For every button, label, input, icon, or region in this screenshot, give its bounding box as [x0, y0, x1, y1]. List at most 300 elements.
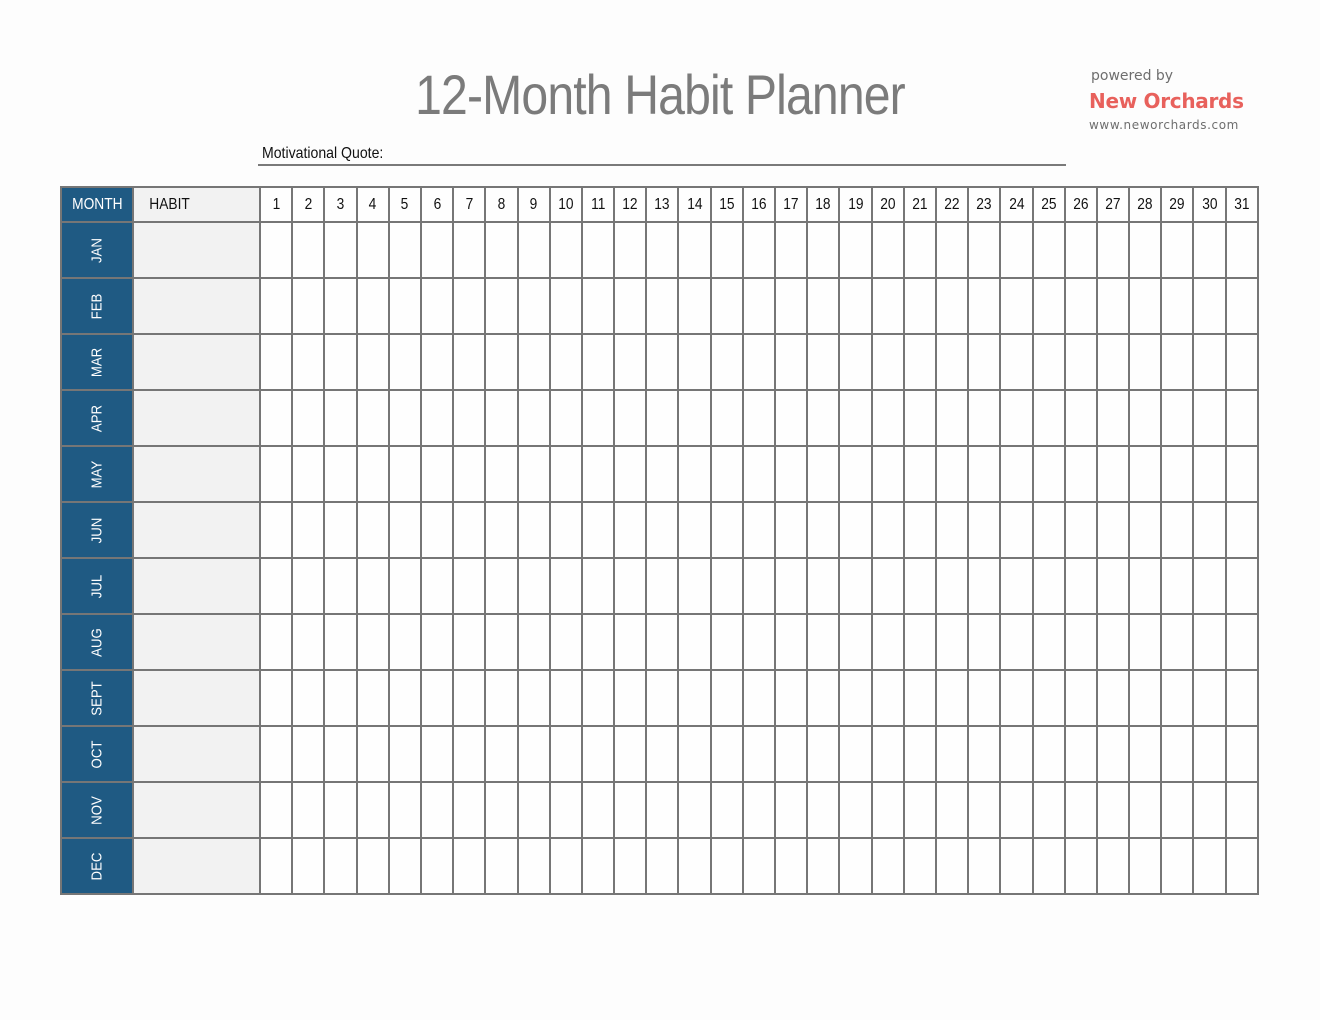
day-checkbox-cell[interactable] [614, 670, 646, 726]
day-checkbox-cell[interactable] [260, 614, 292, 670]
day-checkbox-cell[interactable] [839, 782, 871, 838]
day-checkbox-cell[interactable] [839, 670, 871, 726]
day-checkbox-cell[interactable] [968, 222, 1000, 278]
habit-cell[interactable] [133, 278, 260, 334]
day-checkbox-cell[interactable] [968, 670, 1000, 726]
day-checkbox-cell[interactable] [839, 278, 871, 334]
day-checkbox-cell[interactable] [550, 838, 582, 894]
day-checkbox-cell[interactable] [357, 726, 389, 782]
day-checkbox-cell[interactable] [807, 670, 839, 726]
day-checkbox-cell[interactable] [518, 726, 550, 782]
day-checkbox-cell[interactable] [614, 782, 646, 838]
day-checkbox-cell[interactable] [1000, 446, 1032, 502]
day-checkbox-cell[interactable] [550, 446, 582, 502]
day-checkbox-cell[interactable] [1226, 558, 1258, 614]
day-checkbox-cell[interactable] [872, 670, 904, 726]
day-checkbox-cell[interactable] [389, 838, 421, 894]
day-checkbox-cell[interactable] [1161, 278, 1193, 334]
day-checkbox-cell[interactable] [518, 614, 550, 670]
day-checkbox-cell[interactable] [839, 726, 871, 782]
day-checkbox-cell[interactable] [1065, 614, 1097, 670]
day-checkbox-cell[interactable] [1097, 278, 1129, 334]
day-checkbox-cell[interactable] [1193, 222, 1225, 278]
day-checkbox-cell[interactable] [421, 838, 453, 894]
day-checkbox-cell[interactable] [807, 222, 839, 278]
day-checkbox-cell[interactable] [1097, 614, 1129, 670]
day-checkbox-cell[interactable] [807, 614, 839, 670]
day-checkbox-cell[interactable] [839, 334, 871, 390]
day-checkbox-cell[interactable] [485, 222, 517, 278]
day-checkbox-cell[interactable] [646, 222, 678, 278]
day-checkbox-cell[interactable] [1033, 726, 1065, 782]
habit-cell[interactable] [133, 726, 260, 782]
day-checkbox-cell[interactable] [711, 222, 743, 278]
day-checkbox-cell[interactable] [550, 614, 582, 670]
day-checkbox-cell[interactable] [485, 446, 517, 502]
day-checkbox-cell[interactable] [1033, 334, 1065, 390]
day-checkbox-cell[interactable] [711, 446, 743, 502]
day-checkbox-cell[interactable] [389, 502, 421, 558]
day-checkbox-cell[interactable] [711, 502, 743, 558]
day-checkbox-cell[interactable] [292, 614, 324, 670]
day-checkbox-cell[interactable] [518, 278, 550, 334]
day-checkbox-cell[interactable] [678, 390, 710, 446]
day-checkbox-cell[interactable] [389, 670, 421, 726]
day-checkbox-cell[interactable] [711, 838, 743, 894]
day-checkbox-cell[interactable] [1161, 390, 1193, 446]
day-checkbox-cell[interactable] [1226, 838, 1258, 894]
day-checkbox-cell[interactable] [1161, 782, 1193, 838]
day-checkbox-cell[interactable] [743, 334, 775, 390]
day-checkbox-cell[interactable] [260, 726, 292, 782]
day-checkbox-cell[interactable] [1226, 222, 1258, 278]
day-checkbox-cell[interactable] [872, 390, 904, 446]
day-checkbox-cell[interactable] [1097, 838, 1129, 894]
day-checkbox-cell[interactable] [357, 334, 389, 390]
day-checkbox-cell[interactable] [839, 390, 871, 446]
day-checkbox-cell[interactable] [1129, 670, 1161, 726]
day-checkbox-cell[interactable] [614, 278, 646, 334]
day-checkbox-cell[interactable] [1000, 558, 1032, 614]
habit-cell[interactable] [133, 670, 260, 726]
day-checkbox-cell[interactable] [389, 390, 421, 446]
day-checkbox-cell[interactable] [292, 502, 324, 558]
day-checkbox-cell[interactable] [260, 334, 292, 390]
day-checkbox-cell[interactable] [453, 670, 485, 726]
day-checkbox-cell[interactable] [839, 222, 871, 278]
day-checkbox-cell[interactable] [872, 446, 904, 502]
day-checkbox-cell[interactable] [743, 446, 775, 502]
day-checkbox-cell[interactable] [678, 782, 710, 838]
day-checkbox-cell[interactable] [678, 838, 710, 894]
day-checkbox-cell[interactable] [324, 838, 356, 894]
day-checkbox-cell[interactable] [421, 390, 453, 446]
day-checkbox-cell[interactable] [678, 278, 710, 334]
day-checkbox-cell[interactable] [1000, 334, 1032, 390]
day-checkbox-cell[interactable] [872, 726, 904, 782]
day-checkbox-cell[interactable] [646, 782, 678, 838]
day-checkbox-cell[interactable] [904, 614, 936, 670]
day-checkbox-cell[interactable] [1129, 726, 1161, 782]
day-checkbox-cell[interactable] [453, 390, 485, 446]
day-checkbox-cell[interactable] [1065, 558, 1097, 614]
day-checkbox-cell[interactable] [1193, 446, 1225, 502]
day-checkbox-cell[interactable] [872, 334, 904, 390]
day-checkbox-cell[interactable] [968, 726, 1000, 782]
day-checkbox-cell[interactable] [1000, 502, 1032, 558]
day-checkbox-cell[interactable] [1193, 670, 1225, 726]
day-checkbox-cell[interactable] [678, 726, 710, 782]
day-checkbox-cell[interactable] [1033, 670, 1065, 726]
day-checkbox-cell[interactable] [807, 390, 839, 446]
day-checkbox-cell[interactable] [936, 614, 968, 670]
day-checkbox-cell[interactable] [1226, 278, 1258, 334]
day-checkbox-cell[interactable] [743, 222, 775, 278]
day-checkbox-cell[interactable] [646, 334, 678, 390]
day-checkbox-cell[interactable] [1129, 614, 1161, 670]
day-checkbox-cell[interactable] [775, 726, 807, 782]
day-checkbox-cell[interactable] [1097, 334, 1129, 390]
day-checkbox-cell[interactable] [453, 726, 485, 782]
day-checkbox-cell[interactable] [936, 390, 968, 446]
day-checkbox-cell[interactable] [743, 726, 775, 782]
day-checkbox-cell[interactable] [485, 390, 517, 446]
day-checkbox-cell[interactable] [1097, 558, 1129, 614]
day-checkbox-cell[interactable] [389, 614, 421, 670]
day-checkbox-cell[interactable] [839, 838, 871, 894]
day-checkbox-cell[interactable] [324, 222, 356, 278]
day-checkbox-cell[interactable] [1097, 670, 1129, 726]
day-checkbox-cell[interactable] [614, 222, 646, 278]
day-checkbox-cell[interactable] [807, 726, 839, 782]
day-checkbox-cell[interactable] [775, 390, 807, 446]
day-checkbox-cell[interactable] [1129, 502, 1161, 558]
habit-cell[interactable] [133, 446, 260, 502]
day-checkbox-cell[interactable] [260, 502, 292, 558]
day-checkbox-cell[interactable] [1193, 334, 1225, 390]
day-checkbox-cell[interactable] [421, 278, 453, 334]
day-checkbox-cell[interactable] [1065, 670, 1097, 726]
day-checkbox-cell[interactable] [421, 446, 453, 502]
day-checkbox-cell[interactable] [904, 222, 936, 278]
day-checkbox-cell[interactable] [1065, 782, 1097, 838]
day-checkbox-cell[interactable] [292, 446, 324, 502]
day-checkbox-cell[interactable] [936, 222, 968, 278]
day-checkbox-cell[interactable] [1226, 390, 1258, 446]
day-checkbox-cell[interactable] [260, 446, 292, 502]
day-checkbox-cell[interactable] [582, 782, 614, 838]
day-checkbox-cell[interactable] [582, 558, 614, 614]
day-checkbox-cell[interactable] [324, 502, 356, 558]
day-checkbox-cell[interactable] [324, 726, 356, 782]
day-checkbox-cell[interactable] [936, 558, 968, 614]
day-checkbox-cell[interactable] [582, 838, 614, 894]
day-checkbox-cell[interactable] [1065, 222, 1097, 278]
day-checkbox-cell[interactable] [324, 390, 356, 446]
day-checkbox-cell[interactable] [582, 726, 614, 782]
day-checkbox-cell[interactable] [453, 334, 485, 390]
day-checkbox-cell[interactable] [1226, 334, 1258, 390]
day-checkbox-cell[interactable] [453, 278, 485, 334]
day-checkbox-cell[interactable] [968, 334, 1000, 390]
day-checkbox-cell[interactable] [550, 558, 582, 614]
day-checkbox-cell[interactable] [453, 502, 485, 558]
day-checkbox-cell[interactable] [614, 558, 646, 614]
day-checkbox-cell[interactable] [1161, 558, 1193, 614]
day-checkbox-cell[interactable] [646, 278, 678, 334]
day-checkbox-cell[interactable] [678, 670, 710, 726]
day-checkbox-cell[interactable] [389, 782, 421, 838]
day-checkbox-cell[interactable] [904, 390, 936, 446]
day-checkbox-cell[interactable] [389, 558, 421, 614]
day-checkbox-cell[interactable] [453, 222, 485, 278]
day-checkbox-cell[interactable] [646, 726, 678, 782]
day-checkbox-cell[interactable] [518, 502, 550, 558]
day-checkbox-cell[interactable] [292, 222, 324, 278]
day-checkbox-cell[interactable] [421, 670, 453, 726]
day-checkbox-cell[interactable] [518, 782, 550, 838]
day-checkbox-cell[interactable] [1000, 726, 1032, 782]
day-checkbox-cell[interactable] [1033, 278, 1065, 334]
day-checkbox-cell[interactable] [646, 446, 678, 502]
day-checkbox-cell[interactable] [646, 670, 678, 726]
day-checkbox-cell[interactable] [260, 782, 292, 838]
day-checkbox-cell[interactable] [550, 670, 582, 726]
day-checkbox-cell[interactable] [453, 446, 485, 502]
habit-cell[interactable] [133, 222, 260, 278]
day-checkbox-cell[interactable] [1226, 502, 1258, 558]
day-checkbox-cell[interactable] [711, 670, 743, 726]
day-checkbox-cell[interactable] [1097, 222, 1129, 278]
day-checkbox-cell[interactable] [1129, 278, 1161, 334]
day-checkbox-cell[interactable] [1226, 726, 1258, 782]
day-checkbox-cell[interactable] [485, 726, 517, 782]
day-checkbox-cell[interactable] [872, 502, 904, 558]
day-checkbox-cell[interactable] [518, 222, 550, 278]
day-checkbox-cell[interactable] [1129, 838, 1161, 894]
day-checkbox-cell[interactable] [936, 726, 968, 782]
day-checkbox-cell[interactable] [582, 614, 614, 670]
day-checkbox-cell[interactable] [968, 446, 1000, 502]
day-checkbox-cell[interactable] [678, 446, 710, 502]
day-checkbox-cell[interactable] [968, 502, 1000, 558]
day-checkbox-cell[interactable] [1129, 334, 1161, 390]
day-checkbox-cell[interactable] [485, 782, 517, 838]
day-checkbox-cell[interactable] [646, 390, 678, 446]
day-checkbox-cell[interactable] [807, 838, 839, 894]
day-checkbox-cell[interactable] [1097, 502, 1129, 558]
day-checkbox-cell[interactable] [807, 558, 839, 614]
day-checkbox-cell[interactable] [485, 334, 517, 390]
day-checkbox-cell[interactable] [1129, 782, 1161, 838]
day-checkbox-cell[interactable] [550, 726, 582, 782]
day-checkbox-cell[interactable] [260, 390, 292, 446]
day-checkbox-cell[interactable] [550, 222, 582, 278]
day-checkbox-cell[interactable] [1000, 838, 1032, 894]
day-checkbox-cell[interactable] [711, 614, 743, 670]
day-checkbox-cell[interactable] [1065, 446, 1097, 502]
day-checkbox-cell[interactable] [453, 782, 485, 838]
day-checkbox-cell[interactable] [550, 502, 582, 558]
day-checkbox-cell[interactable] [936, 670, 968, 726]
day-checkbox-cell[interactable] [807, 782, 839, 838]
day-checkbox-cell[interactable] [839, 558, 871, 614]
day-checkbox-cell[interactable] [614, 726, 646, 782]
day-checkbox-cell[interactable] [518, 446, 550, 502]
day-checkbox-cell[interactable] [324, 782, 356, 838]
day-checkbox-cell[interactable] [904, 446, 936, 502]
day-checkbox-cell[interactable] [485, 614, 517, 670]
day-checkbox-cell[interactable] [1033, 614, 1065, 670]
day-checkbox-cell[interactable] [1033, 502, 1065, 558]
day-checkbox-cell[interactable] [421, 334, 453, 390]
day-checkbox-cell[interactable] [968, 782, 1000, 838]
day-checkbox-cell[interactable] [389, 726, 421, 782]
day-checkbox-cell[interactable] [357, 502, 389, 558]
day-checkbox-cell[interactable] [678, 222, 710, 278]
day-checkbox-cell[interactable] [711, 558, 743, 614]
day-checkbox-cell[interactable] [646, 502, 678, 558]
day-checkbox-cell[interactable] [518, 670, 550, 726]
day-checkbox-cell[interactable] [839, 614, 871, 670]
day-checkbox-cell[interactable] [743, 838, 775, 894]
day-checkbox-cell[interactable] [904, 558, 936, 614]
day-checkbox-cell[interactable] [582, 670, 614, 726]
day-checkbox-cell[interactable] [421, 502, 453, 558]
day-checkbox-cell[interactable] [1161, 726, 1193, 782]
day-checkbox-cell[interactable] [1226, 614, 1258, 670]
day-checkbox-cell[interactable] [292, 726, 324, 782]
day-checkbox-cell[interactable] [711, 278, 743, 334]
day-checkbox-cell[interactable] [936, 278, 968, 334]
day-checkbox-cell[interactable] [324, 334, 356, 390]
day-checkbox-cell[interactable] [968, 278, 1000, 334]
day-checkbox-cell[interactable] [1129, 558, 1161, 614]
day-checkbox-cell[interactable] [1129, 390, 1161, 446]
day-checkbox-cell[interactable] [518, 558, 550, 614]
day-checkbox-cell[interactable] [357, 670, 389, 726]
day-checkbox-cell[interactable] [1161, 222, 1193, 278]
day-checkbox-cell[interactable] [678, 614, 710, 670]
day-checkbox-cell[interactable] [807, 334, 839, 390]
day-checkbox-cell[interactable] [1193, 782, 1225, 838]
day-checkbox-cell[interactable] [260, 838, 292, 894]
day-checkbox-cell[interactable] [292, 278, 324, 334]
day-checkbox-cell[interactable] [324, 670, 356, 726]
day-checkbox-cell[interactable] [904, 278, 936, 334]
day-checkbox-cell[interactable] [260, 558, 292, 614]
day-checkbox-cell[interactable] [292, 390, 324, 446]
day-checkbox-cell[interactable] [518, 838, 550, 894]
day-checkbox-cell[interactable] [1097, 726, 1129, 782]
day-checkbox-cell[interactable] [807, 502, 839, 558]
day-checkbox-cell[interactable] [421, 782, 453, 838]
day-checkbox-cell[interactable] [775, 782, 807, 838]
day-checkbox-cell[interactable] [550, 334, 582, 390]
habit-cell[interactable] [133, 614, 260, 670]
day-checkbox-cell[interactable] [1097, 390, 1129, 446]
habit-cell[interactable] [133, 782, 260, 838]
day-checkbox-cell[interactable] [485, 558, 517, 614]
day-checkbox-cell[interactable] [582, 278, 614, 334]
day-checkbox-cell[interactable] [904, 838, 936, 894]
day-checkbox-cell[interactable] [357, 558, 389, 614]
day-checkbox-cell[interactable] [1000, 278, 1032, 334]
day-checkbox-cell[interactable] [872, 558, 904, 614]
day-checkbox-cell[interactable] [614, 334, 646, 390]
day-checkbox-cell[interactable] [324, 558, 356, 614]
day-checkbox-cell[interactable] [485, 838, 517, 894]
day-checkbox-cell[interactable] [839, 446, 871, 502]
day-checkbox-cell[interactable] [485, 670, 517, 726]
day-checkbox-cell[interactable] [518, 390, 550, 446]
day-checkbox-cell[interactable] [711, 782, 743, 838]
day-checkbox-cell[interactable] [1033, 838, 1065, 894]
day-checkbox-cell[interactable] [582, 502, 614, 558]
day-checkbox-cell[interactable] [292, 334, 324, 390]
day-checkbox-cell[interactable] [678, 558, 710, 614]
day-checkbox-cell[interactable] [678, 334, 710, 390]
day-checkbox-cell[interactable] [582, 334, 614, 390]
day-checkbox-cell[interactable] [807, 446, 839, 502]
day-checkbox-cell[interactable] [1065, 502, 1097, 558]
day-checkbox-cell[interactable] [292, 670, 324, 726]
day-checkbox-cell[interactable] [614, 614, 646, 670]
day-checkbox-cell[interactable] [1033, 782, 1065, 838]
day-checkbox-cell[interactable] [775, 222, 807, 278]
habit-cell[interactable] [133, 334, 260, 390]
day-checkbox-cell[interactable] [614, 502, 646, 558]
day-checkbox-cell[interactable] [389, 334, 421, 390]
day-checkbox-cell[interactable] [1000, 222, 1032, 278]
day-checkbox-cell[interactable] [582, 446, 614, 502]
day-checkbox-cell[interactable] [421, 222, 453, 278]
day-checkbox-cell[interactable] [775, 446, 807, 502]
day-checkbox-cell[interactable] [453, 558, 485, 614]
day-checkbox-cell[interactable] [1033, 446, 1065, 502]
day-checkbox-cell[interactable] [775, 502, 807, 558]
day-checkbox-cell[interactable] [872, 278, 904, 334]
day-checkbox-cell[interactable] [872, 838, 904, 894]
day-checkbox-cell[interactable] [904, 726, 936, 782]
day-checkbox-cell[interactable] [872, 222, 904, 278]
day-checkbox-cell[interactable] [807, 278, 839, 334]
day-checkbox-cell[interactable] [485, 502, 517, 558]
day-checkbox-cell[interactable] [582, 222, 614, 278]
day-checkbox-cell[interactable] [1193, 558, 1225, 614]
day-checkbox-cell[interactable] [872, 782, 904, 838]
day-checkbox-cell[interactable] [324, 446, 356, 502]
day-checkbox-cell[interactable] [357, 222, 389, 278]
day-checkbox-cell[interactable] [1193, 838, 1225, 894]
day-checkbox-cell[interactable] [453, 838, 485, 894]
day-checkbox-cell[interactable] [646, 838, 678, 894]
day-checkbox-cell[interactable] [389, 446, 421, 502]
day-checkbox-cell[interactable] [904, 782, 936, 838]
day-checkbox-cell[interactable] [357, 446, 389, 502]
day-checkbox-cell[interactable] [1193, 390, 1225, 446]
day-checkbox-cell[interactable] [1129, 222, 1161, 278]
habit-cell[interactable] [133, 558, 260, 614]
day-checkbox-cell[interactable] [260, 670, 292, 726]
day-checkbox-cell[interactable] [389, 222, 421, 278]
day-checkbox-cell[interactable] [743, 502, 775, 558]
day-checkbox-cell[interactable] [1065, 390, 1097, 446]
day-checkbox-cell[interactable] [968, 614, 1000, 670]
day-checkbox-cell[interactable] [518, 334, 550, 390]
day-checkbox-cell[interactable] [775, 558, 807, 614]
day-checkbox-cell[interactable] [324, 614, 356, 670]
